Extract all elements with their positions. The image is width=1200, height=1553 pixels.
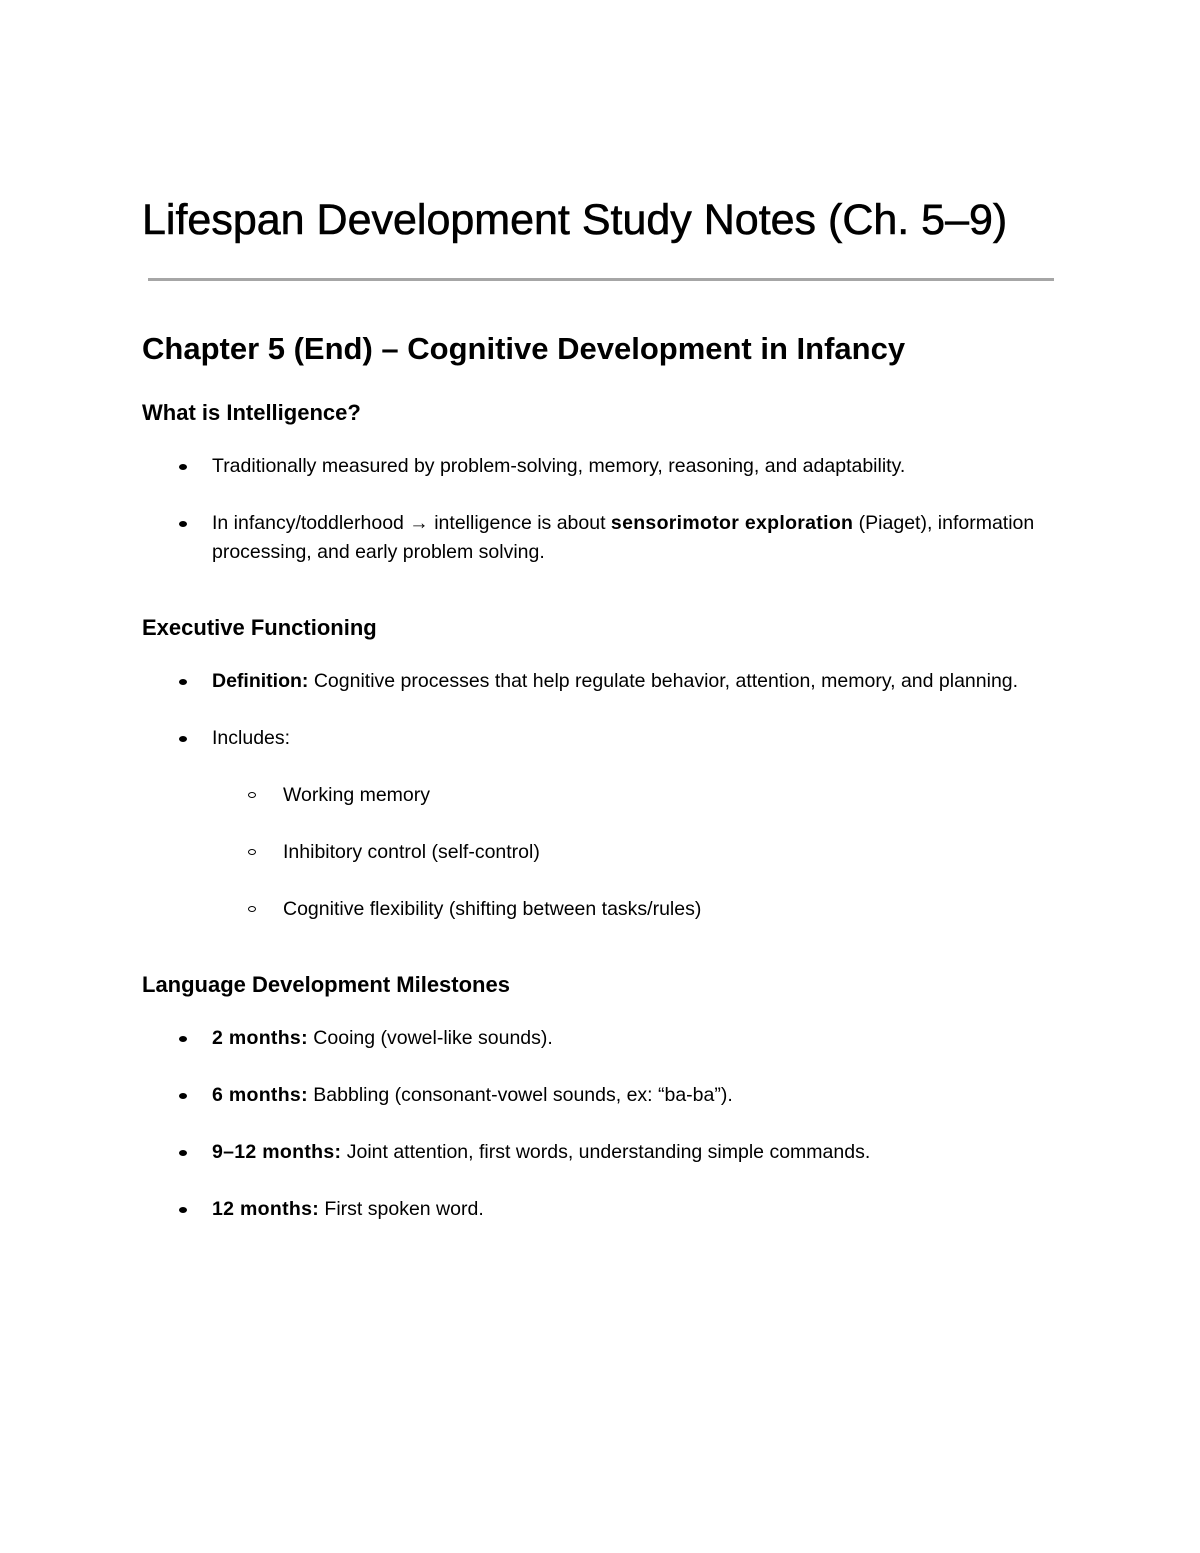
list-item <box>142 509 1057 567</box>
sub-list-item-text: Working memory <box>283 784 431 806</box>
bold-term: sensorimotor exploration <box>610 512 854 534</box>
bold-label: 2 months: <box>212 1027 308 1049</box>
list-item-text: (Piaget), information processing, and early problem solving. <box>212 512 1035 563</box>
list-item-text: Traditionally measured by problem-solving, memory, reasoning, and adaptability. <box>212 455 906 477</box>
bullet-disc-icon <box>179 1150 187 1156</box>
list-item <box>142 452 1057 481</box>
list-item-text: Includes: <box>212 727 291 749</box>
section-executive-functioning <box>142 613 1057 924</box>
horizontal-divider <box>148 278 1054 281</box>
bold-label: 12 months: <box>212 1198 320 1220</box>
list-item <box>142 1138 1057 1167</box>
bold-label: 6 months: <box>212 1084 308 1106</box>
bullet-list <box>142 1024 1057 1224</box>
list-item-text: Cooing (vowel-like sounds). <box>307 1027 553 1049</box>
bullet-disc-icon <box>179 464 187 470</box>
sub-list-item-text: Inhibitory control (self-control) <box>283 841 540 863</box>
list-item <box>142 1195 1057 1224</box>
list-item <box>142 724 1057 924</box>
bullet-list <box>142 667 1057 924</box>
bullet-disc-icon <box>179 521 187 527</box>
list-item-text: In infancy/toddlerhood → intelligence is about <box>212 512 611 534</box>
list-item-text: Cognitive processes that help regulate behavior, attention, memory, and planning. <box>308 670 1019 692</box>
section-heading: Language Development Milestones <box>142 972 510 997</box>
bold-label: 9–12 months: <box>212 1141 342 1163</box>
section-heading: Executive Functioning <box>142 615 377 640</box>
section-language-milestones <box>142 970 1057 1224</box>
bullet-list <box>142 452 1057 567</box>
bullet-circle-icon <box>248 849 256 855</box>
sub-list-item <box>212 781 1057 810</box>
list-item-text: Babbling (consonant-vowel sounds, ex: “ba-ba”). <box>307 1084 733 1106</box>
bullet-circle-icon <box>248 792 256 798</box>
sub-list-item <box>212 895 1057 924</box>
bullet-disc-icon <box>179 1036 187 1042</box>
bullet-disc-icon <box>179 1207 187 1213</box>
bullet-disc-icon <box>179 1093 187 1099</box>
sub-list-item-text: Cognitive flexibility (shifting between tasks/rules) <box>283 898 702 920</box>
section-intelligence <box>142 398 1057 567</box>
chapter-heading: Chapter 5 (End) – Cognitive Development in Infancy <box>142 331 906 366</box>
list-item <box>142 1024 1057 1053</box>
list-item <box>142 1081 1057 1110</box>
bullet-circle-icon <box>248 906 256 912</box>
document-title: Lifespan Development Study Notes (Ch. 5–9) <box>142 196 1008 244</box>
sub-list-item <box>212 838 1057 867</box>
list-item-text: First spoken word. <box>319 1198 484 1220</box>
section-heading: What is Intelligence? <box>142 400 361 425</box>
document-content <box>142 190 1057 1224</box>
bullet-disc-icon <box>179 736 187 742</box>
list-item-text: Joint attention, first words, understanding simple commands. <box>341 1141 871 1163</box>
list-item <box>142 667 1057 696</box>
sub-bullet-list <box>212 781 1057 924</box>
bullet-disc-icon <box>179 679 187 685</box>
bold-label: Definition: <box>212 670 309 692</box>
